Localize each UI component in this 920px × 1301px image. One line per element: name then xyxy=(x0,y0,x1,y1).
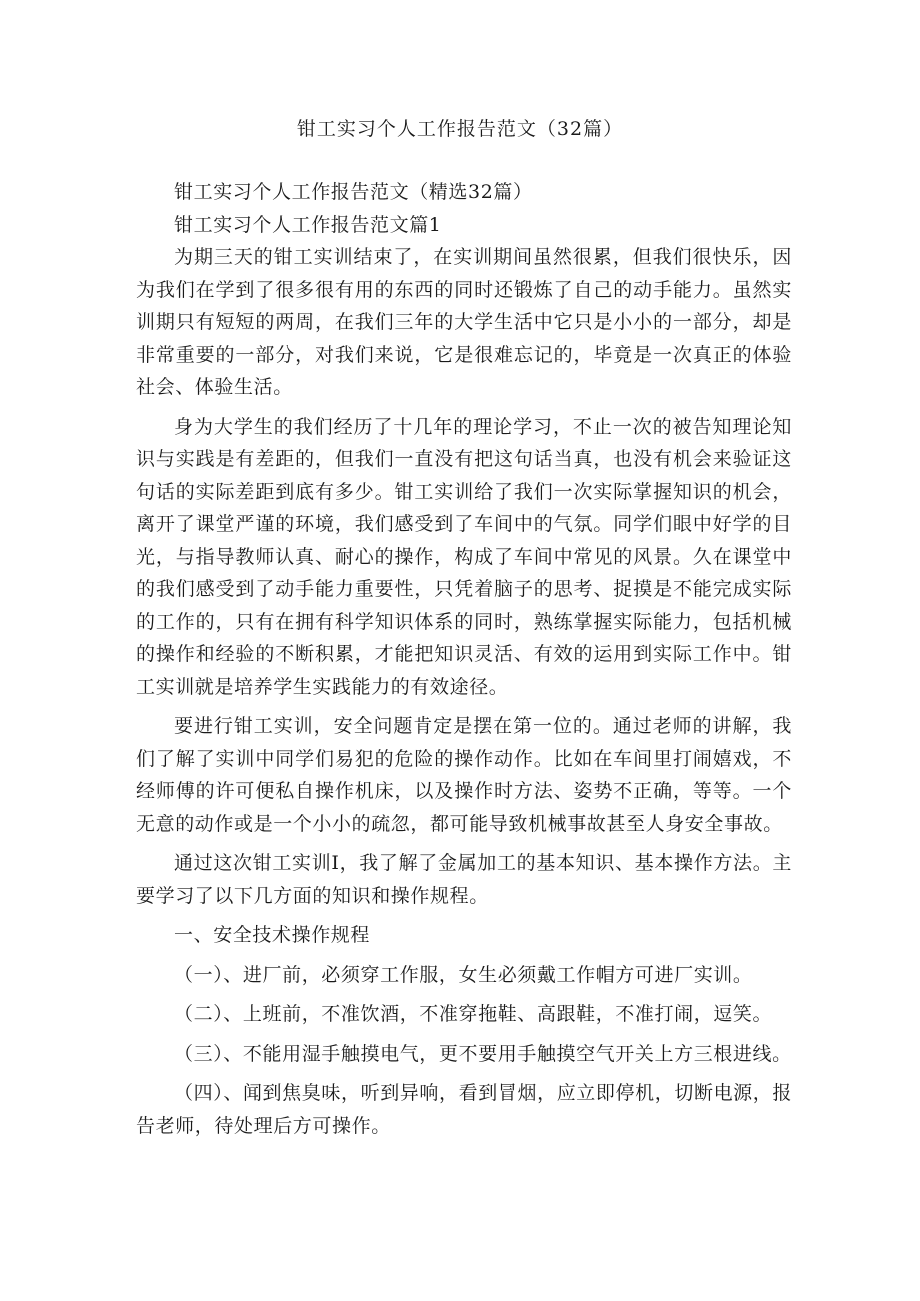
body-paragraph: 通过这次钳工实训I，我了解了金属加工的基本知识、基本操作方法。主要学习了以下几方面的知识和操作规程。 xyxy=(136,852,792,907)
subtitle-paragraph: 钳工实习个人工作报告范文（精选32篇） xyxy=(174,181,533,203)
body-paragraph: 为期三天的钳工实训结束了，在实训期间虽然很累，但我们很快乐，因为我们在学到了很多很有用的东西的同时还锻炼了自己的动手能力。虽然实训期只有短短的两周，在我们三年的大学生活中它只是小小的一部分，却是非常重要的一部分，对我们来说，它是很难忘记的，毕竟是一次真正的体验社会、体验生活。 xyxy=(136,246,792,398)
rule-item: （二）、上班前，不准饮酒，不准穿拖鞋、高跟鞋，不准打闹，逗笑。 xyxy=(174,1003,773,1025)
subsection-heading: 一、安全技术操作规程 xyxy=(174,924,371,946)
document-body xyxy=(136,176,792,1142)
body-paragraph: 要进行钳工实训，安全问题肯定是摆在第一位的。通过老师的讲解，我们了解了实训中同学们易犯的危险的操作动作。比如在车间里打闹嬉戏，不经师傅的许可便私自操作机床，以及操作时方法、姿势不正确，等等。一个无意的动作或是一个小小的疏忽，都可能导致机械事故甚至人身安全事故。 xyxy=(136,715,792,835)
rule-item: （四）、闻到焦臭味，听到异响，看到冒烟，应立即停机，切断电源，报告老师，待处理后方可操作。 xyxy=(136,1082,792,1137)
section-heading: 钳工实习个人工作报告范文篇1 xyxy=(174,213,442,236)
document-title: 钳工实习个人工作报告范文（32篇） xyxy=(296,118,624,140)
body-paragraph: 身为大学生的我们经历了十几年的理论学习，不止一次的被告知理论知识与实践是有差距的，但我们一直没有把这句话当真，也没有机会来验证这句话的实际差距到底有多少。钳工实训给了我们一次实际掌握知识的机会，离开了课堂严谨的环境，我们感受到了车间中的气氛。同学们眼中好学的目光，与指导教师认真、耐心的操作，构成了车间中常见的风景。久在课堂中的我们感受到了动手能力重要性，只凭着脑子的思考、捉摸是不能完成实际的工作的，只有在拥有科学知识体系的同时，熟练掌握实际能力，包括机械的操作和经验的不断积累，才能把知识灵活、有效的运用到实际工作中。钳工实训就是培养学生实践能力的有效途径。 xyxy=(136,415,792,698)
rule-item: （三）、不能用湿手触摸电气，更不要用手触摸空气开关上方三根进线。 xyxy=(174,1042,792,1065)
rule-item: （一）、进厂前，必须穿工作服，女生必须戴工作帽方可进厂实训。 xyxy=(174,963,753,986)
